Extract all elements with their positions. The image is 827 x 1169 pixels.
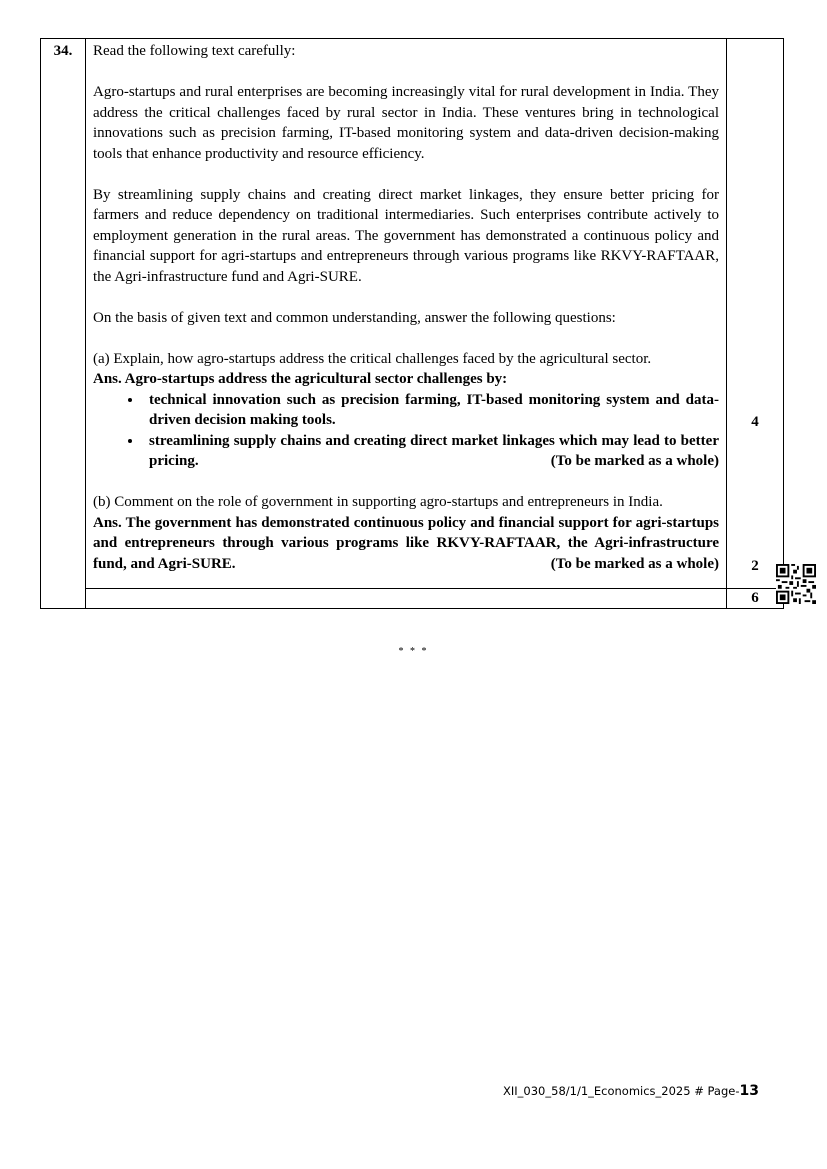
qr-code-icon: [776, 564, 816, 604]
question-number: 34.: [41, 39, 86, 609]
part-a-question: (a) Explain, how agro-startups address the critical challenges faced by the agricultural sector.: [93, 350, 652, 367]
total-marks: 6: [727, 589, 784, 609]
end-separator: * * *: [398, 646, 429, 657]
part-a-bullet-2-text: streamlining supply chains and creating direct market linkages which may lead to better pricing.: [149, 432, 719, 469]
passage-paragraph-2: By streamlining supply chains and creating direct market linkages, they ensure better pricing for farmers and reduce dependency on traditional intermediaries. Such enterprises contribute actively to employment generation in the rural areas. The government has demonstrated a continuous policy and financial support for agri-startups and entrepreneurs through various programs like RKVY-RAFTAAR, the Agri-infrastructure fund and Agri-SURE.: [93, 186, 719, 285]
question-table: [40, 38, 784, 609]
part-a-marking-note: (To be marked as a whole): [550, 453, 719, 469]
part-b-answer-text: Ans. The government has demonstrated continuous policy and financial support for agri-startups and entrepreneurs through various programs like RKVY-RAFTAAR, the Agri-infrastructure fund, and Agri-SURE.: [93, 514, 719, 572]
part-a-bullet-list: [93, 390, 719, 472]
footer-code: XII_030_58/1/1_Economics_2025 # Page-: [503, 1084, 740, 1098]
part-b-marking-note: (To be marked as a whole): [550, 555, 719, 572]
part-b-question: (b) Comment on the role of government in supporting agro-startups and entrepreneurs in India.: [93, 494, 663, 510]
part-a-marks: 4: [751, 414, 759, 430]
part-a-bullet-2: [143, 431, 719, 472]
part-a-answer-heading: Ans. Agro-startups address the agricultural sector challenges by:: [93, 371, 508, 387]
footer-page-number: 13: [739, 1083, 759, 1099]
marks-column: [727, 39, 784, 589]
total-row-spacer: [86, 589, 727, 609]
question-instruction: On the basis of given text and common understanding, answer the following questions:: [93, 309, 616, 326]
part-b-answer: [93, 513, 719, 575]
passage-paragraph-1: Agro-startups and rural enterprises are becoming increasingly vital for rural development in India. They address the critical challenges faced by rural sector in India. These ventures bring in technological innovations such as precision farming, IT-based monitoring system and data-driven decision-making tools that enhance productivity and resource efficiency.: [93, 84, 719, 162]
part-a-bullet-1: • technical innovation such as precision farming, IT-based monitoring system and data-driven decision making tools.: [143, 390, 719, 431]
part-b-marks: 2: [751, 558, 759, 574]
question-intro: Read the following text carefully:: [93, 43, 296, 59]
question-body: [86, 39, 727, 589]
page-footer: [503, 1083, 759, 1099]
